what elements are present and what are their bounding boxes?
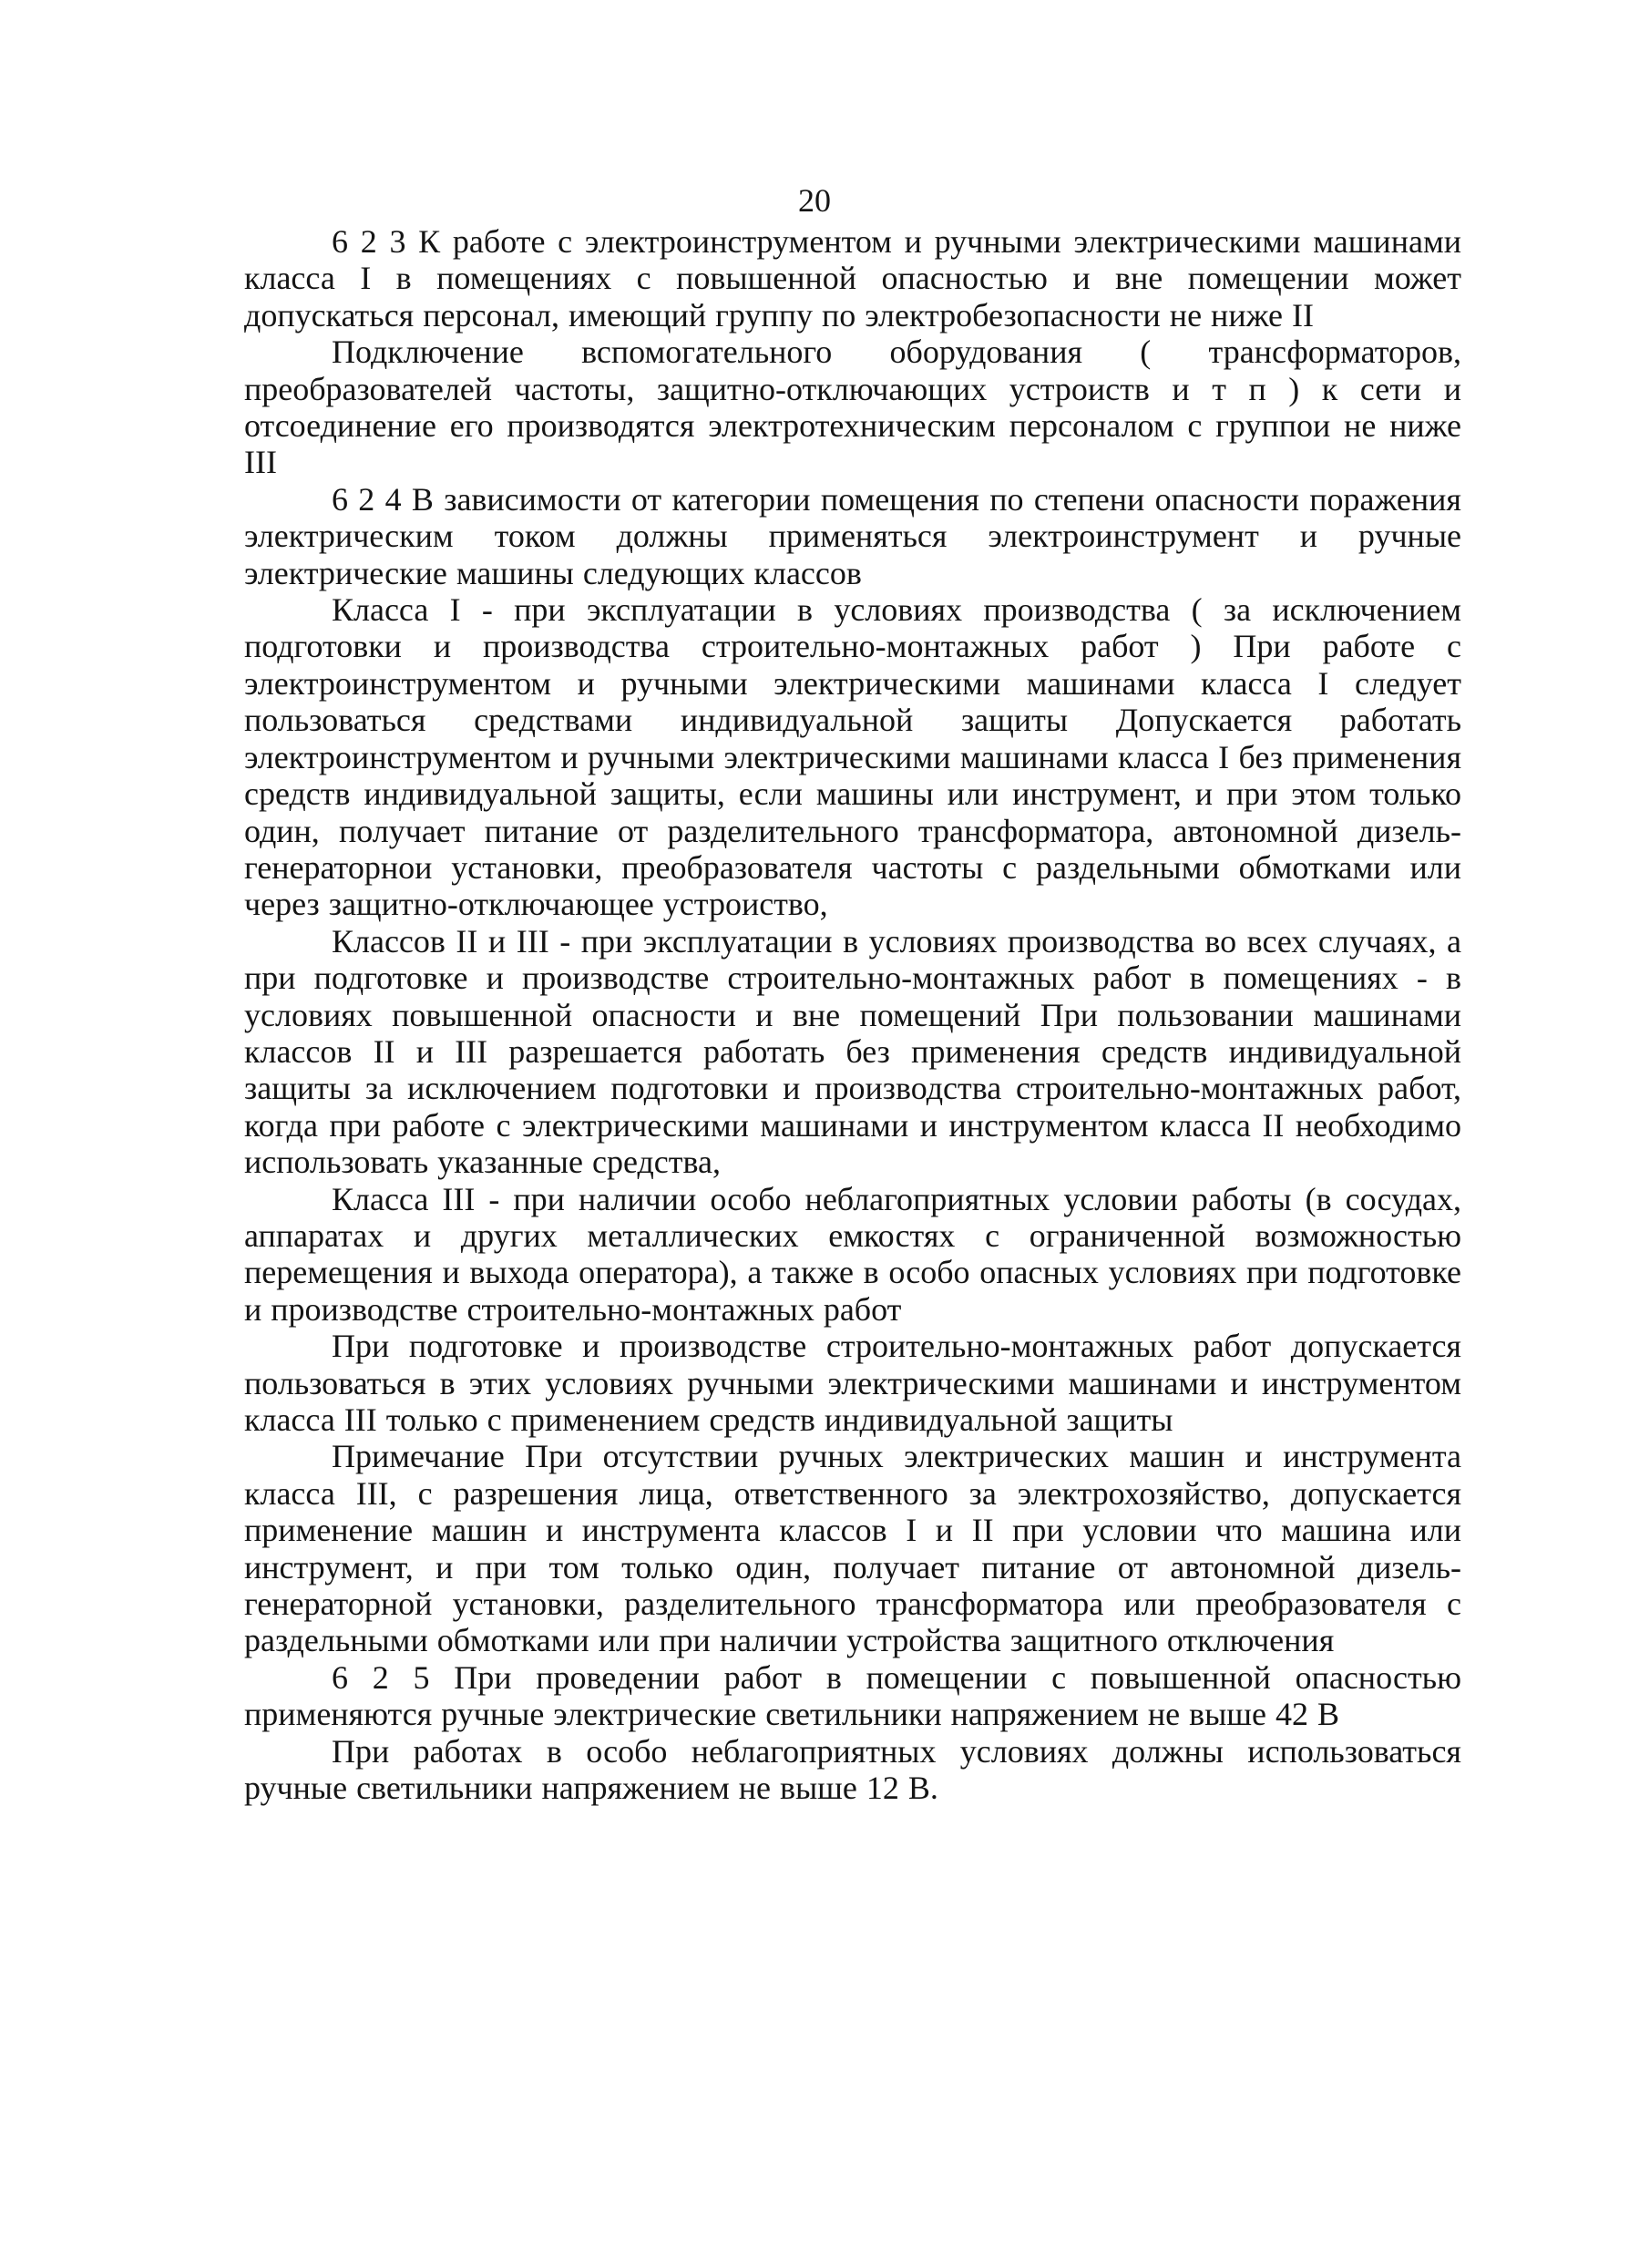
paragraph-class-iii: Класса III - при наличии особо неблагоприятных условии работы (в сосудах, аппаратах и других металлических емкостях с ограниченной возможностью перемещения и выхода оператора), а также в особо опасных условиях при подготовке и производстве строительно-монтажных работ xyxy=(244,1180,1461,1328)
paragraph-class-i: Класса I - при эксплуатации в условиях производства ( за исключением подготовки и производства строительно-монтажных работ ) При работе с электроинструментом и ручными электрическими машинами класса I следует пользоваться средствами индивидуальной защиты Допускается работать электроинструментом и ручными электрическими машинами класса I без применения средств индивидуальной защиты, если машины или инструмент, и при этом только один, получает питание от разделительного трансформатора, автономной дизель-генераторнои установки, преобразователя частоты с раздельными обмотками или через защитно-отключающее устроиство, xyxy=(244,591,1461,923)
paragraph-classes-ii-iii: Классов II и III - при эксплуатации в условиях производства во всех случаях, а при подготовке и производстве строительно-монтажных работ в помещениях - в условиях повышенной опасности и вне помещений При пользовании машинами классов II и III разрешается работать без применения средств индивидуальной защиты за исключением подготовки и производства строительно-монтажных работ, когда при работе с электрическими машинами и инструментом класса II необходимо использовать указанные средства, xyxy=(244,922,1461,1181)
paragraph-auxiliary-equipment: Подключение вспомогательного оборудования ( трансформаторов, преобразователей частоты, защитно-отключающих устроиств и т п ) к сети и отсоединение его производятся электротехническим персоналом с группои не ниже III xyxy=(244,334,1461,481)
paragraph-note: Примечание При отсутствии ручных электрических машин и инструмента класса III, с разрешения лица, ответственного за электрохозяйство, допускается применение машин и инструмента классов I и II при условии что машина или инструмент, и при том только один, получает питание от автономной дизель-генераторной установки, разделительного трансформатора или преобразователя с раздельными обмотками или при наличии устройства защитного отключения xyxy=(244,1438,1461,1659)
paragraph-unfavorable-conditions: При работах в особо неблагоприятных условиях должны использоваться ручные светильники напряжением не выше 12 В. xyxy=(244,1732,1461,1807)
paragraph-6-2-5: 6 2 5 При проведении работ в помещении с повышенной опасностью применяются ручные электрические светильники напряжением не выше 42 В xyxy=(244,1658,1461,1733)
paragraph-construction-work: При подготовке и производстве строительно-монтажных работ допускается пользоваться в этих условиях ручными электрическими машинами и инструментом класса III только с применением средств индивидуальной защиты xyxy=(244,1328,1461,1438)
paragraph-6-2-4: 6 2 4 В зависимости от категории помещения по степени опасности поражения электрическим током должны применяться электроинструмент и ручные электрические машины следующих классов xyxy=(244,480,1461,591)
page-number: 20 xyxy=(798,182,831,219)
paragraph-6-2-3: 6 2 3 К работе с электроинструментом и ручными электрическими машинами класса I в помещениях с повышенной опасностью и вне помещении может допускаться персонал, имеющий группу по электробезопасности не ниже II xyxy=(244,223,1461,334)
document-body xyxy=(244,223,1461,1806)
